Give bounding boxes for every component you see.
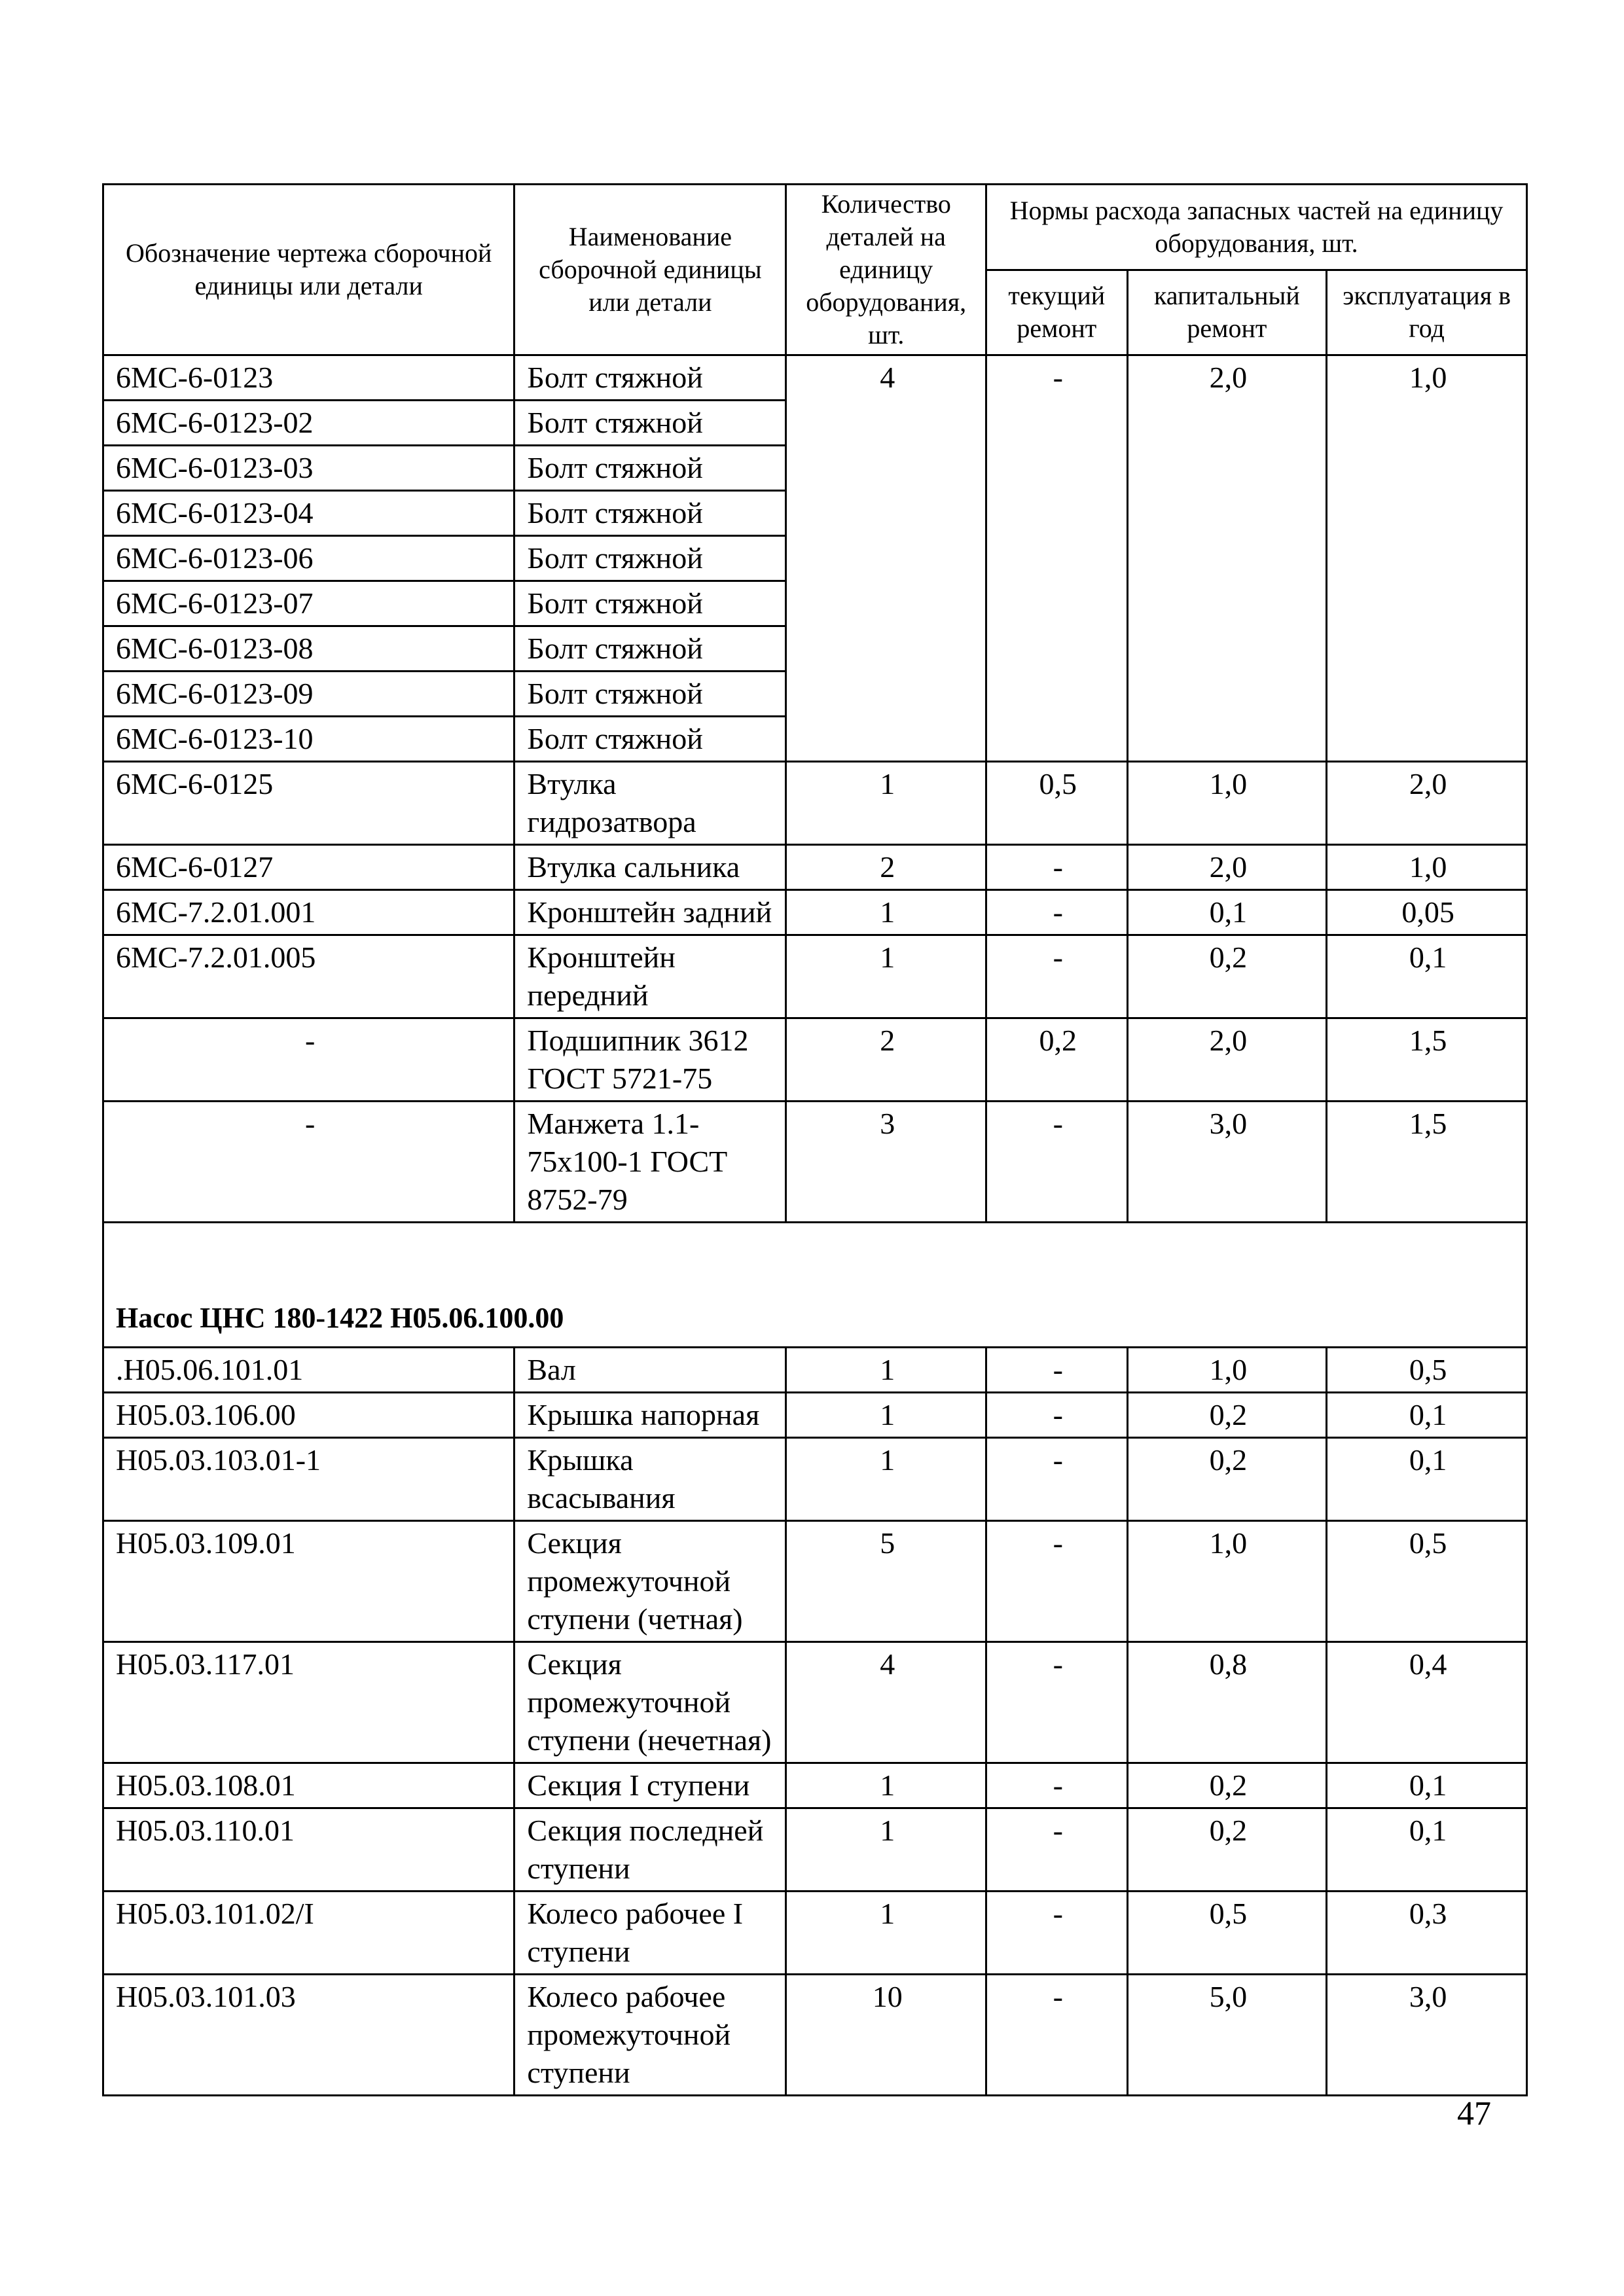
item-name: Вал: [514, 1348, 786, 1393]
drawing-code: 6МС-6-0123-02: [103, 401, 514, 446]
operation-norm: 0,5: [1327, 1348, 1527, 1393]
quantity: 1: [786, 1438, 986, 1521]
capital-repair-norm: 1,0: [1127, 1348, 1327, 1393]
quantity: 1: [786, 762, 986, 845]
quantity: 1: [786, 1763, 986, 1808]
header-current-repair: текущий ремонт: [986, 270, 1127, 355]
drawing-code: 6МС-7.2.01.005: [103, 935, 514, 1018]
capital-repair-norm: 0,2: [1127, 1763, 1327, 1808]
header-item-name: Наименование сборочной единицы или детали: [514, 185, 786, 355]
table-row: [103, 1018, 1527, 1102]
table-row: [103, 1438, 1527, 1521]
drawing-code: 6МС-6-0123: [103, 355, 514, 401]
item-name: Колесо рабочее промежуточной ступени: [514, 1975, 786, 2096]
table-row: [103, 1348, 1527, 1393]
item-name: Крышка всасывания: [514, 1438, 786, 1521]
item-name: Крышка напорная: [514, 1393, 786, 1438]
drawing-code: 6МС-6-0123-03: [103, 446, 514, 491]
operation-norm: 1,5: [1327, 1018, 1527, 1102]
drawing-code: 6МС-6-0127: [103, 845, 514, 890]
drawing-code: Н05.03.108.01: [103, 1763, 514, 1808]
table-row: [103, 1975, 1527, 2096]
quantity: 1: [786, 1348, 986, 1393]
item-name: Колесо рабочее I ступени: [514, 1892, 786, 1975]
item-name: Болт стяжной: [514, 446, 786, 491]
capital-repair-norm: 0,2: [1127, 1808, 1327, 1892]
quantity: 4: [786, 355, 986, 762]
current-repair-norm: -: [986, 1102, 1127, 1223]
quantity: 10: [786, 1975, 986, 2096]
quantity: 1: [786, 1393, 986, 1438]
quantity: 5: [786, 1521, 986, 1642]
table-row: [103, 1763, 1527, 1808]
quantity: 3: [786, 1102, 986, 1223]
item-name: Втулка гидрозатвора: [514, 762, 786, 845]
spare-parts-table: [102, 183, 1528, 2096]
current-repair-norm: 0,2: [986, 1018, 1127, 1102]
quantity: 1: [786, 1808, 986, 1892]
header-norms: Нормы расхода запасных частей на единицу оборудования, шт.: [986, 185, 1527, 270]
header-operation-year: эксплуатация в год: [1327, 270, 1527, 355]
current-repair-norm: -: [986, 935, 1127, 1018]
item-name: Кронштейн задний: [514, 890, 786, 935]
drawing-code: 6МС-6-0123-07: [103, 581, 514, 626]
item-name: Секция последней ступени: [514, 1808, 786, 1892]
operation-norm: 0,1: [1327, 1393, 1527, 1438]
drawing-code: -: [103, 1102, 514, 1223]
table-row: [103, 1521, 1527, 1642]
operation-norm: 1,0: [1327, 845, 1527, 890]
item-name: Болт стяжной: [514, 355, 786, 401]
page-number: 47: [1457, 2095, 1491, 2132]
drawing-code: Н05.03.103.01-1: [103, 1438, 514, 1521]
table-row: [103, 1393, 1527, 1438]
quantity: 4: [786, 1642, 986, 1763]
current-repair-norm: -: [986, 845, 1127, 890]
capital-repair-norm: 0,1: [1127, 890, 1327, 935]
item-name: Болт стяжной: [514, 626, 786, 672]
operation-norm: 0,3: [1327, 1892, 1527, 1975]
item-name: Секция промежуточной ступени (четная): [514, 1521, 786, 1642]
section-title: Насос ЦНС 180-1422 Н05.06.100.00: [103, 1223, 1527, 1348]
item-name: Болт стяжной: [514, 717, 786, 762]
current-repair-norm: -: [986, 1642, 1127, 1763]
item-name: Манжета 1.1-75х100-1 ГОСТ 8752-79: [514, 1102, 786, 1223]
table-row: [103, 935, 1527, 1018]
item-name: Втулка сальника: [514, 845, 786, 890]
drawing-code: 6МС-6-0123-10: [103, 717, 514, 762]
operation-norm: 0,05: [1327, 890, 1527, 935]
operation-norm: 0,1: [1327, 1808, 1527, 1892]
item-name: Секция I ступени: [514, 1763, 786, 1808]
drawing-code: Н05.03.110.01: [103, 1808, 514, 1892]
drawing-code: 6МС-6-0123-06: [103, 536, 514, 581]
operation-norm: 0,1: [1327, 1763, 1527, 1808]
header-drawing-code: Обозначение чертежа сборочной единицы или детали: [103, 185, 514, 355]
operation-norm: 1,0: [1327, 355, 1527, 762]
section-row: [103, 1223, 1527, 1348]
current-repair-norm: -: [986, 1975, 1127, 2096]
capital-repair-norm: 0,2: [1127, 935, 1327, 1018]
item-name: Болт стяжной: [514, 672, 786, 717]
capital-repair-norm: 1,0: [1127, 762, 1327, 845]
capital-repair-norm: 1,0: [1127, 1521, 1327, 1642]
current-repair-norm: -: [986, 355, 1127, 762]
operation-norm: 0,5: [1327, 1521, 1527, 1642]
drawing-code: Н05.03.101.03: [103, 1975, 514, 2096]
capital-repair-norm: 0,8: [1127, 1642, 1327, 1763]
drawing-code: 6МС-6-0123-08: [103, 626, 514, 672]
table-row: [103, 1102, 1527, 1223]
operation-norm: 2,0: [1327, 762, 1527, 845]
item-name: Секция промежуточной ступени (нечетная): [514, 1642, 786, 1763]
table-row: [103, 1642, 1527, 1763]
table-row: [103, 845, 1527, 890]
operation-norm: 3,0: [1327, 1975, 1527, 2096]
item-name: Подшипник 3612 ГОСТ 5721-75: [514, 1018, 786, 1102]
capital-repair-norm: 2,0: [1127, 845, 1327, 890]
drawing-code: 6МС-6-0125: [103, 762, 514, 845]
table-row: [103, 762, 1527, 845]
table-row: [103, 355, 1527, 401]
current-repair-norm: 0,5: [986, 762, 1127, 845]
table-row: [103, 1808, 1527, 1892]
operation-norm: 0,1: [1327, 1438, 1527, 1521]
header-capital-repair: капитальный ремонт: [1127, 270, 1327, 355]
table-row: [103, 890, 1527, 935]
operation-norm: 0,1: [1327, 935, 1527, 1018]
capital-repair-norm: 2,0: [1127, 355, 1327, 762]
drawing-code: 6МС-6-0123-04: [103, 491, 514, 536]
table-row: [103, 1892, 1527, 1975]
current-repair-norm: -: [986, 1521, 1127, 1642]
drawing-code: Н05.03.109.01: [103, 1521, 514, 1642]
current-repair-norm: -: [986, 1892, 1127, 1975]
header-quantity: Количество деталей на единицу оборудования, шт.: [786, 185, 986, 355]
capital-repair-norm: 0,5: [1127, 1892, 1327, 1975]
quantity: 1: [786, 935, 986, 1018]
current-repair-norm: -: [986, 1808, 1127, 1892]
drawing-code: Н05.03.117.01: [103, 1642, 514, 1763]
item-name: Болт стяжной: [514, 581, 786, 626]
operation-norm: 0,4: [1327, 1642, 1527, 1763]
capital-repair-norm: 0,2: [1127, 1438, 1327, 1521]
drawing-code: Н05.03.101.02/I: [103, 1892, 514, 1975]
item-name: Болт стяжной: [514, 401, 786, 446]
drawing-code: 6МС-7.2.01.001: [103, 890, 514, 935]
current-repair-norm: -: [986, 1763, 1127, 1808]
quantity: 1: [786, 890, 986, 935]
current-repair-norm: -: [986, 1393, 1127, 1438]
table-body: [103, 355, 1527, 2096]
current-repair-norm: -: [986, 1348, 1127, 1393]
drawing-code: .Н05.06.101.01: [103, 1348, 514, 1393]
capital-repair-norm: 0,2: [1127, 1393, 1327, 1438]
drawing-code: 6МС-6-0123-09: [103, 672, 514, 717]
capital-repair-norm: 3,0: [1127, 1102, 1327, 1223]
operation-norm: 1,5: [1327, 1102, 1527, 1223]
current-repair-norm: -: [986, 890, 1127, 935]
capital-repair-norm: 2,0: [1127, 1018, 1327, 1102]
current-repair-norm: -: [986, 1438, 1127, 1521]
item-name: Болт стяжной: [514, 536, 786, 581]
drawing-code: -: [103, 1018, 514, 1102]
table-header: [103, 185, 1527, 355]
quantity: 2: [786, 845, 986, 890]
item-name: Кронштейн передний: [514, 935, 786, 1018]
drawing-code: Н05.03.106.00: [103, 1393, 514, 1438]
quantity: 1: [786, 1892, 986, 1975]
quantity: 2: [786, 1018, 986, 1102]
item-name: Болт стяжной: [514, 491, 786, 536]
capital-repair-norm: 5,0: [1127, 1975, 1327, 2096]
